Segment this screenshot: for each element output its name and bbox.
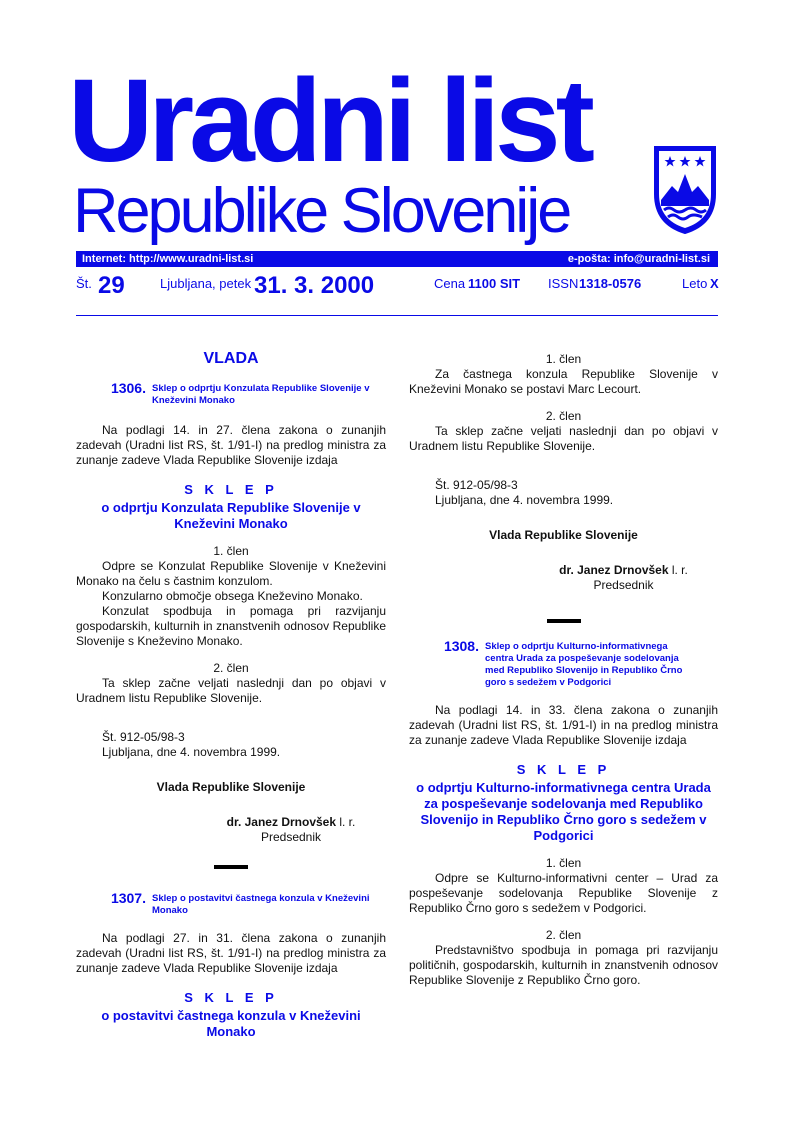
issue-number: 29 [98,272,125,299]
act-number: 1308. [443,638,479,654]
article-paragraph: Predstavništvo spodbuja in pomaga pri razvijanju političnih, gospodarskih, kulturnih in znanstvenih odnosov Republike Slovenije z Republiko Črno goro. [409,943,718,987]
act-title: Sklep o odprtju Konzulata Republike Slovenije v Kneževini Monako [152,383,370,406]
article-paragraph: Odpre se Kulturno-informativni center – Urad za pospeševanje sodelovanja Republike Slovenije z Republiko Črno goro s sedežem v Podgorici. [409,871,718,915]
signature-line [76,815,386,830]
act-intro: Na podlagi 27. in 31. člena zakona o zunanjih zadevah (Uradni list RS, št. 1/91-I) na predlog ministra za zunanje zadeve Vlada Republike Slovenije izdaja [76,931,386,975]
signer-role: Predsednik [260,830,322,844]
place-date: Ljubljana, dne 4. novembra 1999. [102,745,281,759]
article-paragraph: Konzularno območje obsega Kneževino Monako. [102,589,363,603]
issue-info-line [76,272,718,302]
government-name: Vlada Republike Slovenije [489,528,638,542]
masthead-subtitle: Republike Slovenije [73,176,570,246]
decision-label: S K L E P [184,482,278,497]
contact-bar [76,251,718,267]
internet-address[interactable]: Internet: http://www.uradni-list.si [82,253,254,265]
year-value: X [710,276,719,291]
signer-suffix: l. r. [668,563,688,577]
price-label: Cena [434,276,466,291]
government-name: Vlada Republike Slovenije [156,780,306,794]
slovenia-coat-of-arms-icon [652,144,718,236]
article-heading: 2. člen [545,409,582,423]
year-label: Leto [682,276,708,291]
article-paragraph: Odpre se Konzulat Republike Slovenije v Kneževini Monako na čelu s častnim konzulom. [76,559,386,588]
act-title: Sklep o postavitvi častnega konzula v Kneževini Monako [152,893,370,916]
signer-role: Predsednik [593,578,654,592]
issue-prefix: Št. [76,276,92,291]
separator [214,865,248,869]
act-heading-1308 [409,639,718,689]
decision-label: S K L E P [516,762,611,777]
place-day: Ljubljana, petek [160,276,252,291]
issn-label: ISSN [548,276,579,291]
article-heading: 1. člen [213,544,249,558]
article-heading: 1. člen [545,352,582,366]
act-title: Sklep o odprtju Kulturno-informativnega centra Urada za pospeševanje sodelovanja med Republiko Slovenijo in Republiko Črno goro s sedežem v Podgorici [485,641,683,688]
decision-title: o odprtju Konzulata Republike Slovenije v Kneževini Monako [101,500,361,531]
article-heading: 2. člen [545,928,582,942]
decision-title: o odprtju Kulturno-informativnega centra Urada za pospeševanje sodelovanja med Republiko Slovenijo in Republiko Črno goro s sedežem v Podgorici [416,780,711,843]
place-date: Ljubljana, dne 4. novembra 1999. [435,493,614,507]
article-heading: 2. člen [213,661,249,675]
separator [547,619,581,623]
article-paragraph: Ta sklep začne veljati naslednji dan po objavi v Uradnem listu Republike Slovenije. [76,676,386,705]
article-heading: 1. člen [545,856,582,870]
email-address[interactable]: e-pošta: info@uradni-list.si [567,253,710,265]
act-number: 1306. [110,380,146,396]
act-number: 1307. [110,890,146,906]
article-paragraph: Konzulat spodbuja in pomaga pri razvijanju gospodarskih, kulturnih in znanstvenih odnosov Republike Slovenije s Kneževino Monako. [76,604,386,648]
signature-line [409,563,718,578]
masthead-rule [76,315,718,316]
issn-value: 1318-0576 [579,276,642,291]
article-paragraph: Ta sklep začne veljati naslednji dan po objavi v Uradnem listu Republike Slovenije. [409,424,718,453]
signer-name: dr. Janez Drnovšek [226,815,337,829]
section-heading: VLADA [203,350,259,367]
signer-suffix: l. r. [336,815,356,829]
act-intro: Na podlagi 14. in 33. člena zakona o zunanjih zadevah (Uradni list RS, št. 1/91-I) in na predlog ministra za zunanje zadeve Vlada Republike Slovenije izdaja [409,703,718,747]
decision-label: S K L E P [184,990,278,1005]
act-heading-1306 [76,381,386,407]
masthead-title: Uradni list [68,55,590,187]
decision-title: o postavitvi častnega konzula v Kneževini Monako [101,1008,361,1039]
price-value: 1100 SIT [468,276,521,291]
article-paragraph: Za častnega konzula Republike Slovenije v Kneževini Monako se postavi Marc Lecourt. [409,367,718,396]
act-intro: Na podlagi 14. in 27. člena zakona o zunanjih zadevah (Uradni list RS, št. 1/91-I) na predlog ministra za zunanje zadeve Vlada Republike Slovenije izdaja [76,423,386,467]
signer-name: dr. Janez Drnovšek [559,563,669,577]
act-heading-1307 [76,891,386,917]
issue-date: 31. 3. 2000 [254,272,375,299]
reference-number: Št. 912-05/98-3 [102,730,185,744]
right-column [409,352,718,988]
left-column [76,345,386,1040]
reference-number: Št. 912-05/98-3 [435,478,518,492]
